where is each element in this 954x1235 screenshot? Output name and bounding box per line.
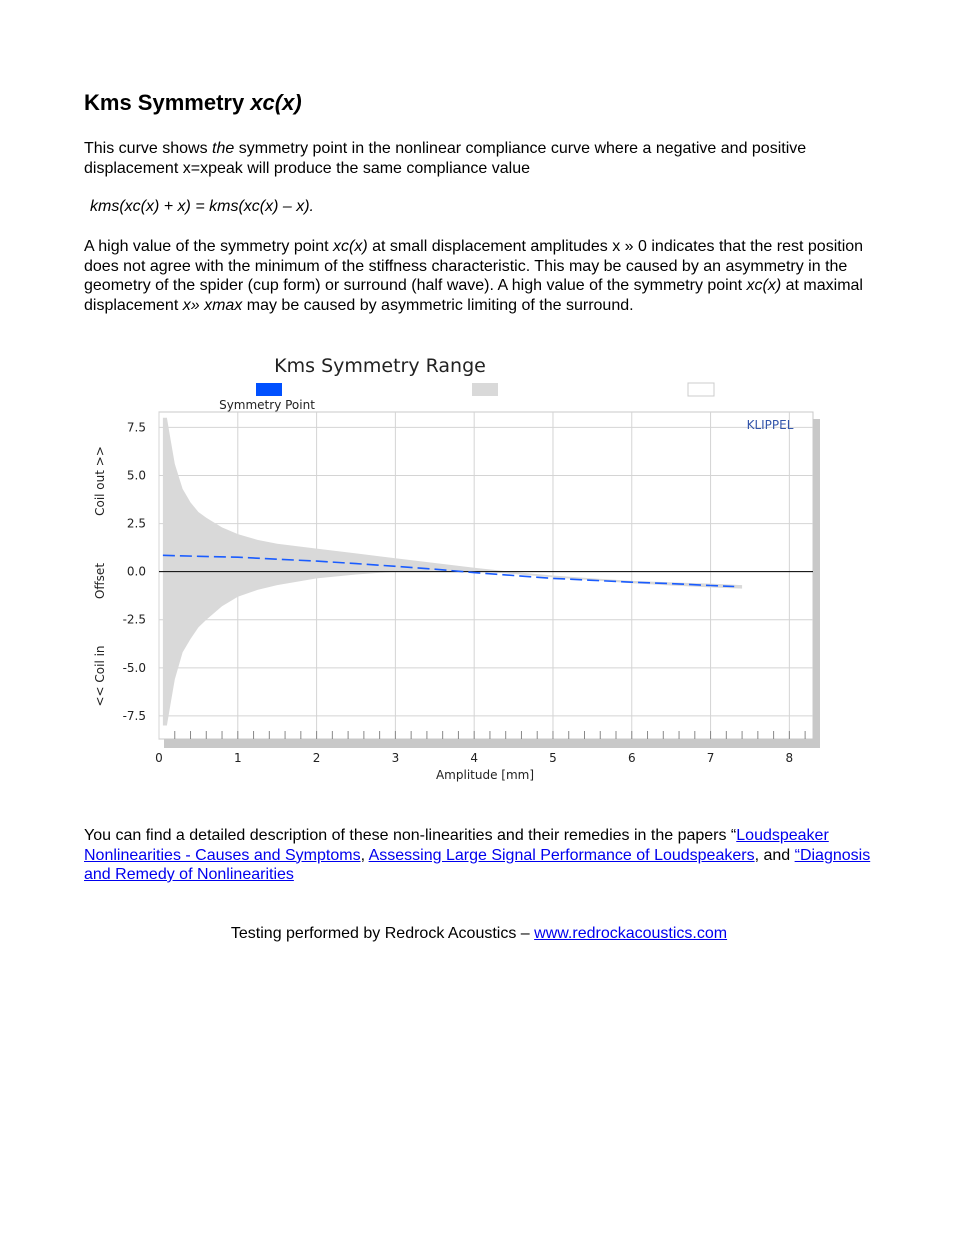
x-tick-label: 3	[391, 751, 400, 765]
y-tick-label: 0.0	[126, 564, 146, 579]
link-assessing-large-signal[interactable]: Assessing Large Signal Performance of Loudspeakers	[368, 846, 755, 864]
y-tick-label: 7.5	[126, 420, 146, 435]
x-tick-label: 0	[155, 751, 163, 765]
legend-swatch	[688, 383, 714, 396]
page-title	[84, 90, 302, 116]
legend-label: Symmetry Point	[219, 398, 315, 412]
title-italic: xc(x)	[250, 90, 302, 115]
y-axis-label-mid: Offset	[93, 562, 107, 600]
x-tick-label: 5	[549, 751, 557, 765]
x-tick-label: 8	[785, 751, 794, 765]
y-axis-label-bottom: << Coil in	[93, 645, 107, 707]
references-separator: ,	[360, 846, 369, 864]
legend-swatch	[256, 383, 282, 396]
explanation-italic: x» xmax	[182, 296, 243, 314]
y-tick-label: -2.5	[122, 612, 146, 627]
legend-swatch	[472, 383, 498, 396]
title-text: Kms Symmetry	[84, 90, 251, 115]
y-tick-label: 2.5	[126, 516, 146, 531]
intro-text: This curve shows	[84, 140, 213, 157]
references-separator: , and	[754, 846, 795, 864]
y-axis-label-top: Coil out >>	[93, 446, 107, 516]
y-tick-label: 5.0	[126, 468, 146, 483]
explanation-text: at maximal displacement	[84, 277, 863, 314]
link-redrock-website[interactable]: www.redrockacoustics.com	[534, 925, 728, 942]
footer-text: Testing performed by Redrock Acoustics –	[230, 925, 535, 942]
formula: kms(xc(x) + x) = kms(xc(x) – x).	[90, 198, 314, 215]
explanation-italic: xc(x)	[746, 277, 782, 294]
chart-svg	[84, 345, 844, 795]
explanation-text: may be caused by asymmetric limiting of the surround.	[242, 296, 634, 314]
kms-symmetry-chart	[84, 345, 844, 795]
chart-title: Kms Symmetry Range	[274, 355, 486, 377]
explanation-text: A high value of the symmetry point	[84, 238, 334, 255]
x-tick-label: 1	[233, 751, 242, 765]
references-paragraph	[84, 826, 874, 885]
intro-text-rest: symmetry point in the nonlinear compliance curve where a negative and positive displacement x=xpeak will produce the same compliance value	[84, 140, 807, 177]
explanation-italic: xc(x)	[333, 238, 368, 255]
references-text: You can find a detailed description of these non-linearities and their remedies in the papers “	[84, 827, 737, 844]
footer-credit	[84, 924, 874, 944]
link-loudspeaker-nonlinearities[interactable]: Loudspeaker Nonlinearities - Causes and Symptoms	[84, 827, 829, 864]
y-tick-label: -5.0	[122, 660, 146, 675]
klippel-watermark: KLIPPEL	[746, 418, 794, 432]
x-tick-label: 4	[470, 751, 479, 765]
x-tick-label: 6	[627, 751, 636, 765]
x-axis-label: Amplitude [mm]	[435, 768, 535, 782]
explanation-text: at small displacement amplitudes x » 0 indicates that the rest position does not agree with the minimum of the stiffness characteristic. This may be caused by an asymmetry in the geometry of the spider (cup form) or surround (half wave). A high value of the symmetry point	[84, 238, 864, 294]
y-tick-label: -7.5	[122, 708, 146, 723]
intro-italic: the	[212, 140, 235, 157]
x-tick-label: 7	[706, 751, 715, 765]
explanation-paragraph	[84, 237, 874, 315]
x-tick-label: 2	[312, 751, 321, 765]
intro-paragraph	[84, 139, 874, 178]
link-diagnosis-remedy[interactable]: “Diagnosis and Remedy of Nonlinearities	[84, 846, 871, 883]
